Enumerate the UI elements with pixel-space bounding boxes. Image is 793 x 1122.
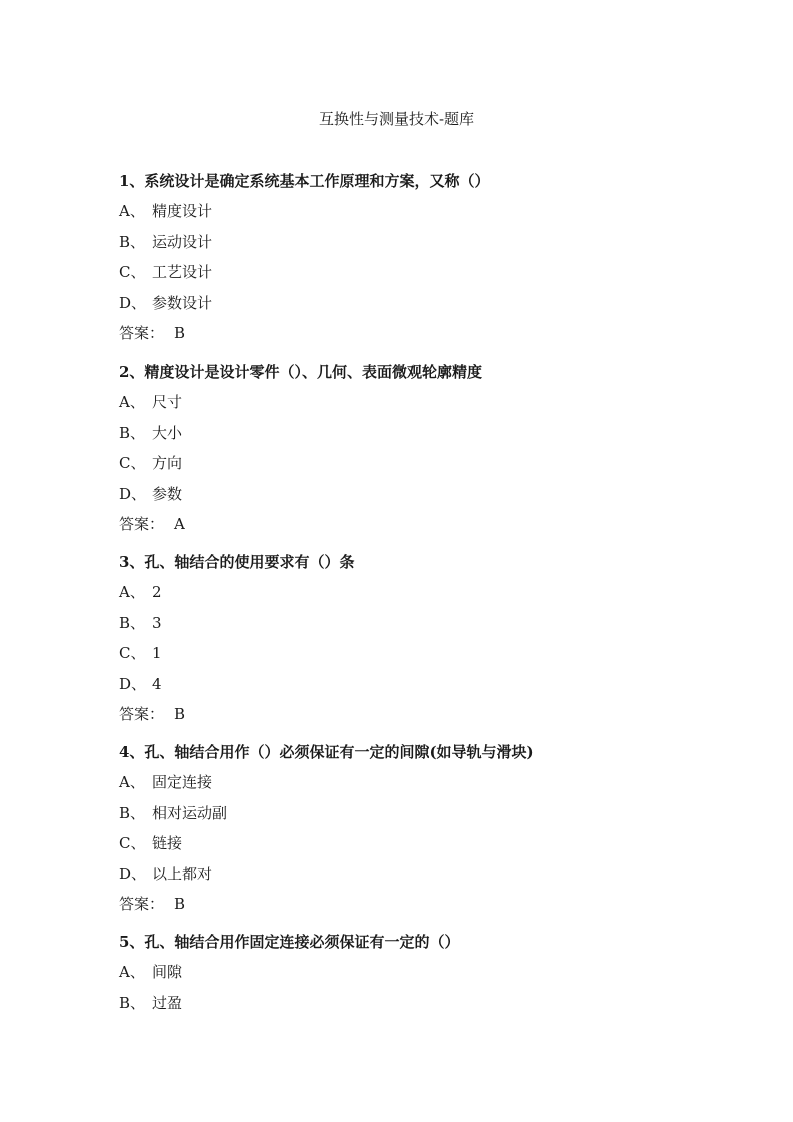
question-text: 5、孔、轴结合用作固定连接必须保证有一定的（） [119, 933, 460, 951]
option-d [119, 673, 739, 695]
option-c [119, 832, 739, 854]
document-title: 互换性与测量技术-题库 [318, 110, 475, 128]
question-block-4 [119, 741, 739, 915]
option-letter: B、 [119, 232, 146, 251]
option-text: 运动设计 [152, 232, 213, 251]
question-block-2 [119, 361, 739, 535]
option-text: 4 [152, 674, 162, 693]
option-letter: C、 [119, 454, 146, 473]
question-block-1 [119, 170, 739, 344]
option-text: 参数 [152, 484, 183, 503]
answer-value: B [174, 705, 186, 724]
option-c [119, 261, 739, 283]
answer-line [119, 893, 739, 915]
option-letter: C、 [119, 644, 146, 663]
option-letter: D、 [119, 864, 147, 883]
answer-line [119, 703, 739, 725]
option-text: 3 [152, 613, 162, 632]
answer-value: A [174, 515, 185, 534]
option-letter: B、 [119, 803, 146, 822]
option-letter: B、 [119, 993, 146, 1012]
answer-value: B [174, 324, 186, 343]
option-text: 相对运动副 [152, 803, 228, 822]
option-text: 参数设计 [152, 293, 213, 312]
answer-label: 答案： [119, 895, 165, 914]
question-text: 2、精度设计是设计零件（）、几何、表面微观轮廓精度 [119, 363, 482, 381]
answer-label: 答案： [119, 515, 165, 534]
question-text: 4、孔、轴结合用作（）必须保证有一定的间隙(如导轨与滑块) [119, 743, 534, 761]
option-letter: C、 [119, 263, 146, 282]
option-letter: A、 [119, 963, 145, 981]
option-text: 工艺设计 [152, 263, 213, 282]
option-c [119, 642, 739, 664]
question-block-3 [119, 551, 739, 725]
answer-label: 答案： [119, 324, 165, 343]
option-a [119, 200, 739, 222]
option-text: 固定连接 [152, 773, 213, 791]
option-letter: A、 [119, 583, 145, 601]
answer-line [119, 322, 739, 344]
option-letter: A、 [119, 393, 145, 411]
option-text: 尺寸 [152, 393, 183, 411]
option-text: 过盈 [152, 993, 183, 1012]
question-text: 3、孔、轴结合的使用要求有（）条 [119, 553, 355, 571]
option-a [119, 961, 739, 983]
option-c [119, 452, 739, 474]
option-letter: A、 [119, 202, 145, 220]
option-text: 1 [152, 644, 162, 663]
answer-line [119, 513, 739, 535]
option-text: 链接 [152, 834, 183, 853]
option-text: 间隙 [152, 963, 183, 981]
option-a [119, 771, 739, 793]
option-text: 精度设计 [152, 202, 213, 220]
question-text: 1、系统设计是确定系统基本工作原理和方案，又称（） [119, 172, 490, 190]
option-text: 方向 [152, 454, 183, 473]
option-d [119, 483, 739, 505]
option-text: 大小 [152, 423, 183, 442]
option-d [119, 863, 739, 885]
option-letter: D、 [119, 674, 147, 693]
question-block-5 [119, 931, 739, 1022]
option-b [119, 802, 739, 824]
option-letter: D、 [119, 484, 147, 503]
option-letter: C、 [119, 834, 146, 853]
option-b [119, 992, 739, 1014]
option-a [119, 391, 739, 413]
answer-value: B [174, 895, 186, 914]
option-text: 以上都对 [152, 864, 213, 883]
option-letter: B、 [119, 423, 146, 442]
option-text: 2 [152, 583, 162, 601]
option-b [119, 612, 739, 634]
option-d [119, 292, 739, 314]
option-letter: B、 [119, 613, 146, 632]
option-letter: A、 [119, 773, 145, 791]
answer-label: 答案： [119, 705, 165, 724]
option-b [119, 231, 739, 253]
option-letter: D、 [119, 293, 147, 312]
option-b [119, 422, 739, 444]
option-a [119, 581, 739, 603]
